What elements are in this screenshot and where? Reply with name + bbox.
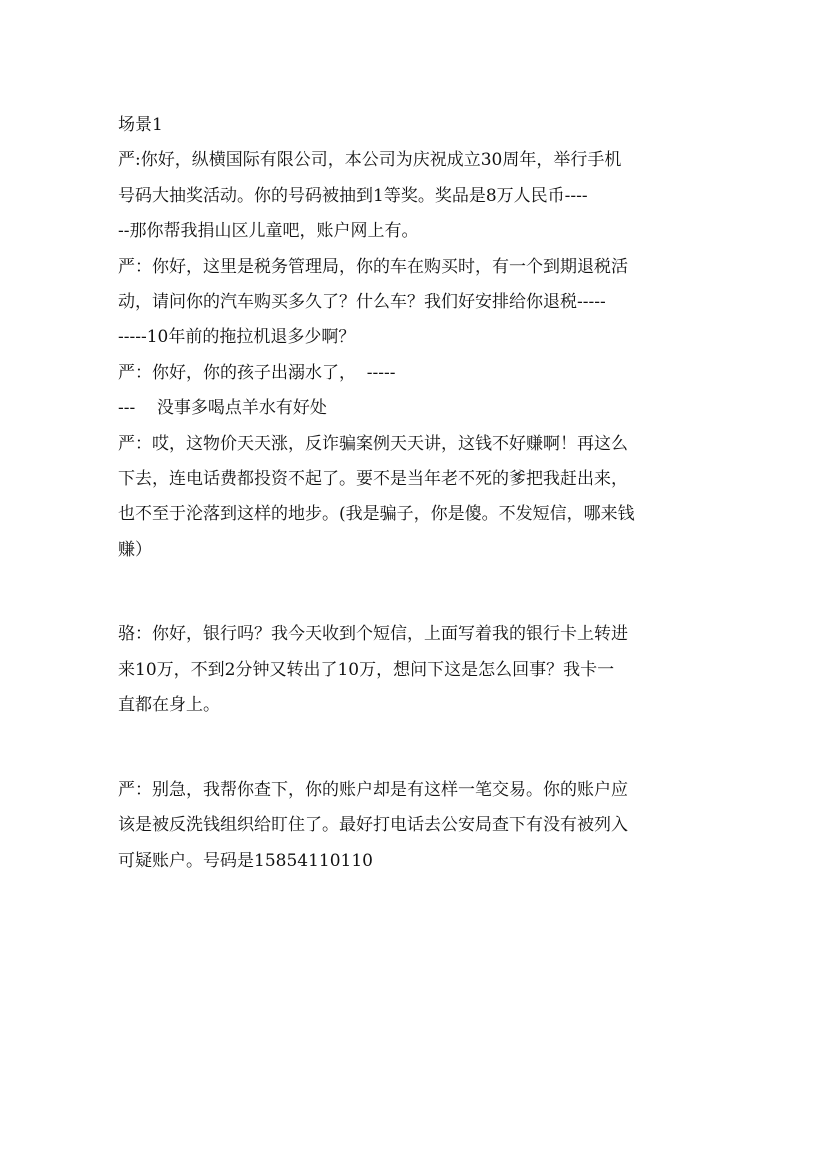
dialogue-block-yan-3 — [118, 356, 718, 427]
dialogue-line: 直都在身上。 — [118, 695, 220, 716]
dialogue-line: 严:你好，纵横国际有限公司，本公司为庆祝成立30周年，举行手机 — [118, 150, 622, 171]
dialogue-block-yan-5 — [118, 773, 718, 879]
dialogue-line: 来10万，不到2分钟又转出了10万，想问下这是怎么回事？我卡一 — [118, 659, 615, 680]
dialogue-block-yan-4 — [118, 427, 718, 569]
paragraph-spacer — [118, 568, 718, 603]
dialogue-block-luo-1 — [118, 617, 718, 723]
dialogue-line: 号码大抽奖活动。你的号码被抽到1等奖。奖品是8万人民币---- — [118, 185, 588, 206]
dialogue-line: 下去，连电话费都投资不起了。要不是当年老不死的爹把我赶出来， — [118, 468, 628, 489]
dialogue-line: 骆：你好，银行吗？我今天收到个短信，上面写着我的银行卡上转进 — [118, 624, 628, 645]
dialogue-line: 严：你好，这里是税务管理局，你的车在购买时，有一个到期退税活 — [118, 256, 628, 277]
dialogue-line: 严：你好，你的孩子出溺水了， ----- — [118, 362, 396, 383]
dialogue-line: 可疑账户。号码是15854110110 — [118, 850, 373, 871]
dialogue-block-yan-1 — [118, 143, 718, 249]
dialogue-line: -----10年前的拖拉机退多少啊？ — [118, 327, 356, 348]
paragraph-spacer — [118, 603, 718, 617]
scene-title: 场景1 — [118, 115, 163, 135]
dialogue-block-yan-2 — [118, 250, 718, 356]
paragraph-spacer — [118, 724, 718, 759]
dialogue-line: 严：哎，这物价天天涨，反诈骗案例天天讲，这钱不好赚啊！再这么 — [118, 433, 628, 454]
dialogue-line: 也不至于沦落到这样的地步。(我是骗子，你是傻。不发短信，哪来钱 — [118, 504, 635, 525]
document-body — [118, 108, 718, 879]
dialogue-line: --那你帮我捐山区儿童吧，账户网上有。 — [118, 221, 419, 242]
dialogue-line: 赚） — [118, 539, 152, 560]
paragraph-spacer — [118, 759, 718, 773]
dialogue-line: 动，请问你的汽车购买多久了？什么车？我们好安排给你退税----- — [118, 291, 606, 312]
dialogue-line: --- 没事多喝点羊水有好处 — [118, 398, 327, 419]
dialogue-line: 严：别急，我帮你查下，你的账户却是有这样一笔交易。你的账户应 — [118, 780, 628, 801]
dialogue-line: 该是被反洗钱组织给盯住了。最好打电话去公安局查下有没有被列入 — [118, 815, 628, 836]
